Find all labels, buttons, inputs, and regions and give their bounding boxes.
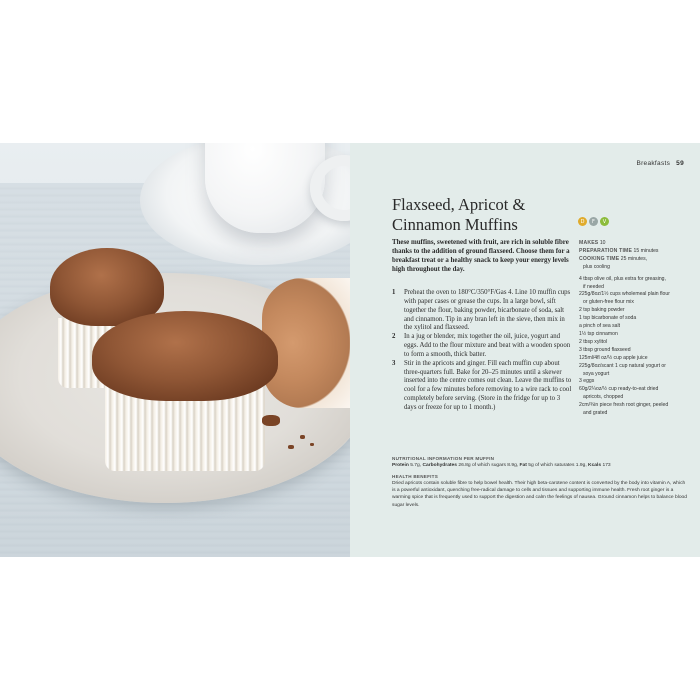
recipe-sidebar — [579, 240, 689, 418]
crumb — [262, 415, 280, 426]
running-header — [636, 160, 684, 167]
nutrition-facts: Protein 5.7g, Carbohydrates 26.8g of which sugars 8.9g, Fat 5g of which saturates 1.9g, Kcals 173 — [392, 463, 611, 469]
method-step: 3 Stir in the apricots and ginger. Fill each muffin cup about three-quarters full. Bake for 20–25 minutes until a skewer inserted into the centre comes out clean. Leave the muffins to cool for a few minutes before removing to a wire rack to cool completely before serving. (Store in the fridge for up to 3 days or freeze for up to 1 month.) — [392, 359, 572, 411]
ingredients-list — [579, 276, 689, 418]
dairy-free-badge-icon: D — [578, 217, 587, 226]
crumb — [300, 435, 305, 439]
ingredient-item: 225g/8oz/scant 1 cup natural yogurt or soya yogurt — [579, 362, 666, 377]
recipe-title — [392, 195, 592, 235]
method-steps — [392, 289, 574, 413]
muffin-paper-case — [262, 278, 350, 408]
muffin-front — [105, 311, 265, 471]
ingredient-item: 2cm/¾in piece fresh root ginger, peeled and grated — [579, 402, 669, 417]
recipe-page — [350, 143, 700, 557]
diet-badges — [578, 217, 609, 226]
vegetarian-badge-icon: V — [600, 217, 609, 226]
title-line-2: Cinnamon Muffins — [392, 215, 518, 234]
recipe-intro: These muffins, sweetened with fruit, are rich in soluble fibre thanks to the addition of ground flaxseed. Choose them for a breakfast treat or a healthy snack to keep your energy levels high throughout the day. — [392, 239, 570, 273]
benefits-heading: HEALTH BENEFITS — [392, 474, 439, 480]
ingredient-item: 2 tbsp xylitol — [579, 338, 608, 345]
ingredient-item: 4 tbsp olive oil, plus extra for greasing, if needed — [579, 275, 666, 290]
page-number: 59 — [676, 160, 684, 167]
crumb — [310, 443, 314, 446]
method-step: 1 Preheat the oven to 180°C/350°F/Gas 4. Line 10 muffin cups with paper cases or grease the cups. In a large bowl, sift together the flour, baking powder, bicarbonate of soda, salt and cinnamon. Tip in any bran left in the sieve, then mix in the xylitol and flaxseed. — [392, 289, 571, 332]
method-step: 2 In a jug or blender, mix together the oil, juice, yogurt and eggs. Add to the flour mixture and beat with a wooden spoon to form a smooth, thick batter. — [392, 333, 571, 358]
title-line-1: Flaxseed, Apricot & — [392, 195, 526, 214]
crumb — [288, 445, 294, 449]
gluten-free-badge-icon: F — [589, 217, 598, 226]
book-spread — [0, 143, 700, 557]
benefits-text: Dried apricots contain soluble fibre to help bowel health. Their high beta-carotene content is converted by the body into vitamin A, which is a powerful antioxidant, quenching free-radical damage to cells and tissues and supporting immune health. Fresh root ginger is a warming spice that is frequently used to support the digestion and calm the feelings of nausea. Ground cinnamon helps to balance blood sugar levels. — [392, 481, 687, 508]
ingredient-item: 3 tbsp ground flaxseed — [579, 346, 631, 353]
ingredient-item: 225g/8oz/1½ cups wholemeal plain flour or gluten-free flour mix — [579, 291, 670, 306]
ingredient-item: 125ml/4fl oz/½ cup apple juice — [579, 354, 648, 361]
nutrition-panel — [392, 455, 688, 509]
ingredient-item: a pinch of sea salt — [579, 323, 621, 330]
muffin-photo — [0, 143, 350, 557]
section-name: Breakfasts — [636, 160, 671, 167]
recipe-meta: MAKES 10 PREPARATION TIME 15 minutes COOKING TIME 25 minutes, plus cooling — [579, 240, 659, 270]
ingredient-item: 1½ tsp cinnamon — [579, 330, 618, 337]
ingredient-item: 1 tsp bicarbonate of soda — [579, 315, 637, 322]
nutrition-heading: NUTRITIONAL INFORMATION PER MUFFIN — [392, 456, 495, 461]
ingredient-item: 2 tsp baking powder — [579, 307, 625, 314]
ingredient-item: 60g/2¼oz/½ cup ready-to-eat dried apricots, chopped — [579, 386, 659, 401]
ingredient-item: 3 eggs — [579, 378, 595, 385]
